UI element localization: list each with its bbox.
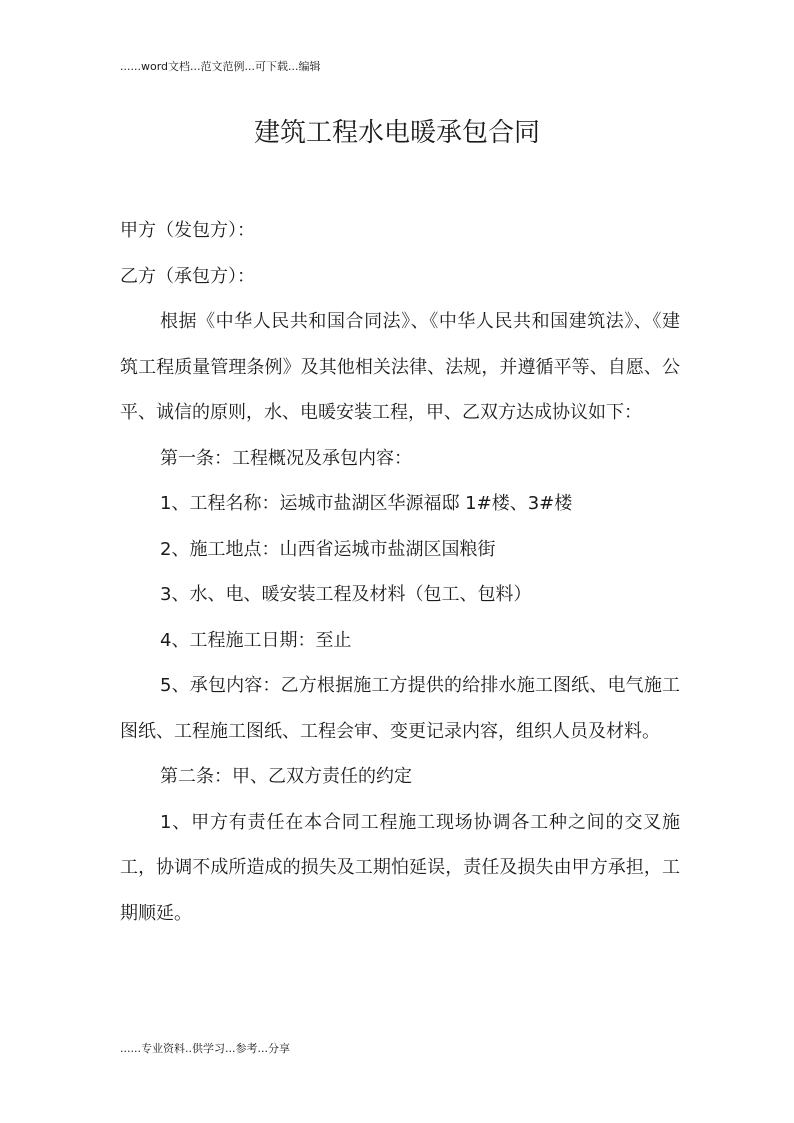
document-title: 建筑工程水电暖承包合同 (253, 118, 540, 148)
party-a-responsibility-item: 1、甲方有责任在本合同工程施工现场协调各工种之间的交叉施工，协调不成所造成的损失及工期怕延误，责任及损失由甲方承担，工期顺延。 (120, 811, 680, 924)
construction-site-item: 2、施工地点：山西省运城市盐湖区国粮街 (160, 538, 496, 560)
article-one-heading: 第一条：工程概况及承包内容： (160, 447, 412, 469)
contract-body (120, 208, 680, 936)
header-note: ......word文档...范文范例...可下载...编辑 (120, 60, 321, 73)
party-b-line: 乙方（承包方）： (120, 265, 255, 287)
construction-date-item: 4、工程施工日期：至止 (160, 629, 352, 651)
footer-note: ......专业资料..供学习...参考...分享 (120, 1042, 290, 1055)
preamble-paragraph: 根据《中华人民共和国合同法》、《中华人民共和国建筑法》、《建筑工程质量管理条例》及其他相关法律、法规，并遵循平等、自愿、公平、诚信的原则，水、电暖安装工程，甲、乙双方达成协议如下： (120, 311, 680, 423)
party-a-line: 甲方（发包方）： (120, 220, 255, 241)
project-name-item: 1、工程名称：运城市盐湖区华源福邸 1#楼、3#楼 (160, 493, 573, 514)
article-two-heading: 第二条：甲、乙双方责任的约定 (160, 766, 412, 787)
installation-scope-item: 3、水、电、暖安装工程及材料（包工、包料） (160, 584, 532, 605)
contract-content-item: 5、承包内容：乙方根据施工方提供的给排水施工图纸、电气施工图纸、工程施工图纸、工程会审、变更记录内容，组织人员及材料。 (120, 675, 680, 742)
